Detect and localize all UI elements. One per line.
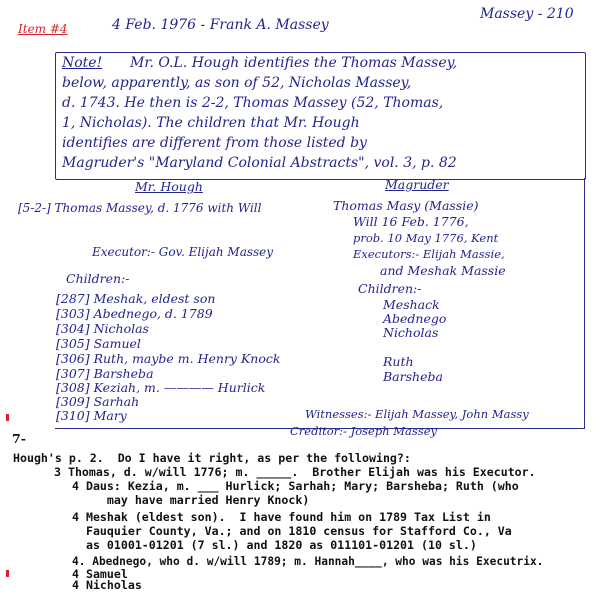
magruder-child: Ruth [383, 354, 414, 369]
magruder-children-label: Children:- [358, 281, 422, 296]
typed-line: 4 Daus: Kezia, m. ___ Hurlick; Sarhah; Mary; Barsheba; Ruth (who [72, 479, 519, 493]
date-line: 4 Feb. 1976 - Frank A. Massey [112, 17, 329, 33]
hough-child: [306] Ruth, maybe m. Henry Knock [56, 351, 281, 366]
magruder-line: prob. 10 May 1776, Kent [353, 231, 499, 245]
magruder-witnesses: Witnesses:- Elijah Massey, John Massy [305, 407, 529, 421]
typed-line: as 01001-01201 (7 sl.) and 1820 as 011101-01201 (10 sl.) [72, 538, 477, 552]
magruder-line: and Meshak Massie [380, 263, 506, 278]
magruder-creditor: Creditor:- Joseph Massey [290, 424, 438, 438]
note-label: Note! [62, 55, 103, 71]
typed-line: 4 Samuel [72, 567, 128, 581]
hough-child: [303] Abednego, d. 1789 [56, 306, 213, 321]
magruder-line: Thomas Masy (Massie) [333, 198, 479, 213]
typed-line: 4. Abednego, who d. w/will 1789; m. Hannah____, who was his Executrix. [72, 555, 544, 568]
typed-question: Hough's p. 2. Do I have it right, as per the following?: [13, 451, 411, 465]
hough-child: [310] Mary [56, 408, 127, 423]
note-line: d. 1743. He then is 2-2, Thomas Massey (52, Thomas, [62, 95, 444, 111]
margin-tick-mark [6, 414, 9, 421]
hough-children-label: Children:- [66, 271, 130, 286]
margin-tick-mark [6, 570, 9, 577]
typed-line: 4 Meshak (eldest son). I have found him on 1789 Tax List in [72, 510, 491, 524]
magruder-line: Will 16 Feb. 1776, [353, 214, 469, 229]
magruder-heading: Magruder [385, 177, 449, 192]
hough-child: [309] Sarhah [56, 394, 140, 409]
hough-child: [308] Keziah, m. ———— Hurlick [56, 380, 266, 395]
magruder-line: Executors:- Elijah Massie, [353, 247, 505, 261]
frame-right-border [584, 178, 585, 428]
hough-entry: [5-2-] Thomas Massey, d. 1776 with Will [18, 201, 262, 215]
reference-number: Massey - 210 [480, 6, 574, 22]
note-line: below, apparently, as son of 52, Nicholas Massey, [62, 75, 412, 91]
hough-child: [307] Barsheba [56, 366, 154, 381]
typed-line: Fauquier County, Va.; and on 1810 census for Stafford Co., Va [72, 524, 512, 538]
margin-mark: 7- [12, 431, 26, 446]
magruder-child: Barsheba [383, 369, 443, 384]
typed-line: 3 Thomas, d. w/will 1776; m. _____. Brother Elijah was his Executor. [54, 465, 536, 479]
note-line: Mr. O.L. Hough identifies the Thomas Massey, [130, 55, 458, 71]
note-line: identifies are different from those listed by [62, 135, 367, 151]
magruder-child: Abednego [383, 311, 447, 326]
typed-line: 4 Nicholas [72, 578, 142, 592]
hough-child: [287] Meshak, eldest son [56, 291, 216, 306]
hough-child: [305] Samuel [56, 336, 141, 351]
note-line: Magruder's "Maryland Colonial Abstracts", vol. 3, p. 82 [62, 155, 457, 171]
hough-executor: Executor:- Gov. Elijah Massey [92, 245, 274, 259]
magruder-child: Nicholas [383, 325, 439, 340]
note-line: 1, Nicholas). The children that Mr. Hough [62, 115, 360, 131]
typed-line: may have married Henry Knock) [72, 493, 310, 507]
hough-heading: Mr. Hough [135, 179, 203, 194]
item-label: Item #4 [18, 22, 68, 36]
magruder-child: Meshack [383, 297, 440, 312]
hough-child: [304] Nicholas [56, 321, 149, 336]
